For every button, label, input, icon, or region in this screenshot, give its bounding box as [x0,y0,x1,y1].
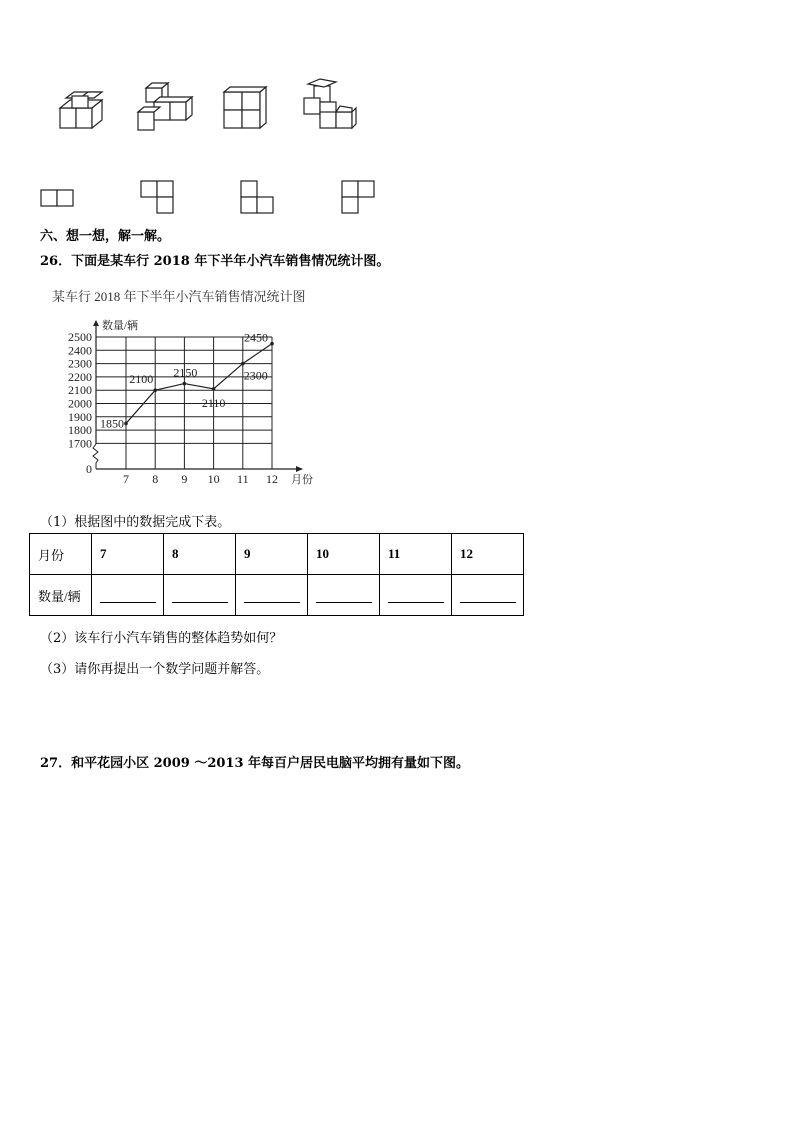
month-cell: 7 [92,534,164,575]
x-tick-label: 11 [237,472,249,486]
data-label: 1850 [100,416,124,431]
data-label: 2110 [201,395,226,410]
row-header-quantity: 数量/辆 [30,575,92,616]
row-header-months: 月份 [30,534,92,575]
data-point [241,362,245,366]
month-cell: 11 [380,534,452,575]
chart-y-axis-label: 数量/辆 [102,320,139,332]
question-26-text: 下面是某车行 2018 年下半年小汽车销售情况统计图。 [71,254,390,269]
y-tick-label: 1900 [68,409,92,424]
y-tick-label: 2400 [68,343,92,358]
month-cell: 12 [452,534,524,575]
question-26 [40,250,389,269]
y-tick-label: 2100 [68,383,92,398]
sub-question-3: （3）请你再提出一个数学问题并解答。 [40,662,270,677]
chart-y-ticks [68,330,92,476]
data-point [212,387,216,391]
y-axis-arrow [93,320,99,326]
chart-title: 某车行 2018 年下半年小汽车销售情况统计图 [52,289,306,304]
sub-question-2: （2）该车行小汽车销售的整体趋势如何？ [40,631,283,646]
cube-figure-3 [224,87,266,128]
chart-x-ticks [123,472,278,486]
question-27-number: 27． [40,756,72,771]
answer-blank[interactable] [164,575,236,616]
data-point [183,382,187,386]
answer-blank[interactable] [452,575,524,616]
x-tick-label: 12 [266,472,278,486]
view-figure-3 [241,181,273,213]
section-heading: 六、想一想，解一解。 [40,229,171,244]
sales-line-chart [40,282,340,492]
question-27-text: 和平花园小区 2009 ～2013 年每百户居民电脑平均拥有量如下图。 [71,756,470,771]
data-label: 2450 [244,330,268,345]
axis-break-mark [93,444,98,469]
month-cell: 10 [308,534,380,575]
data-point [270,342,274,346]
data-label: 2300 [243,368,268,383]
y-tick-label: 1700 [68,436,92,451]
cube-figure-1 [60,92,102,128]
cube-figure-4 [304,79,356,128]
question-26-number: 26． [40,254,72,269]
month-cell: 9 [236,534,308,575]
y-tick-label: 2300 [68,356,92,371]
view-figure-2 [141,181,173,213]
question-27 [40,752,469,771]
month-cell: 8 [164,534,236,575]
x-axis-arrow [296,466,303,472]
answer-blank[interactable] [308,575,380,616]
data-label: 2100 [129,372,154,387]
chart-grid [96,337,272,469]
table-row-quantity [30,575,524,616]
y-tick-label: 1800 [68,423,92,438]
answer-table [29,533,524,616]
sub-question-1: （1）根据图中的数据完成下表。 [40,515,231,530]
data-point [124,422,128,426]
cube-figures [50,78,370,136]
data-label: 2150 [173,365,198,380]
x-tick-label: 7 [123,472,129,486]
x-tick-label: 10 [207,472,220,486]
view-figure-4 [342,181,374,213]
y-tick-label: 2200 [68,369,92,384]
x-tick-label: 8 [152,472,159,486]
y-tick-label: 0 [86,462,92,476]
table-row-months [30,534,524,575]
chart-x-axis-label: 月份 [291,474,313,486]
y-tick-label: 2500 [68,330,92,344]
view-figures [40,180,380,216]
answer-blank[interactable] [92,575,164,616]
y-tick-label: 2000 [68,396,92,411]
answer-blank[interactable] [380,575,452,616]
data-point [153,388,157,392]
x-tick-label: 9 [181,472,188,486]
cube-figure-2 [138,83,192,130]
answer-blank[interactable] [236,575,308,616]
view-figure-1 [41,190,73,206]
